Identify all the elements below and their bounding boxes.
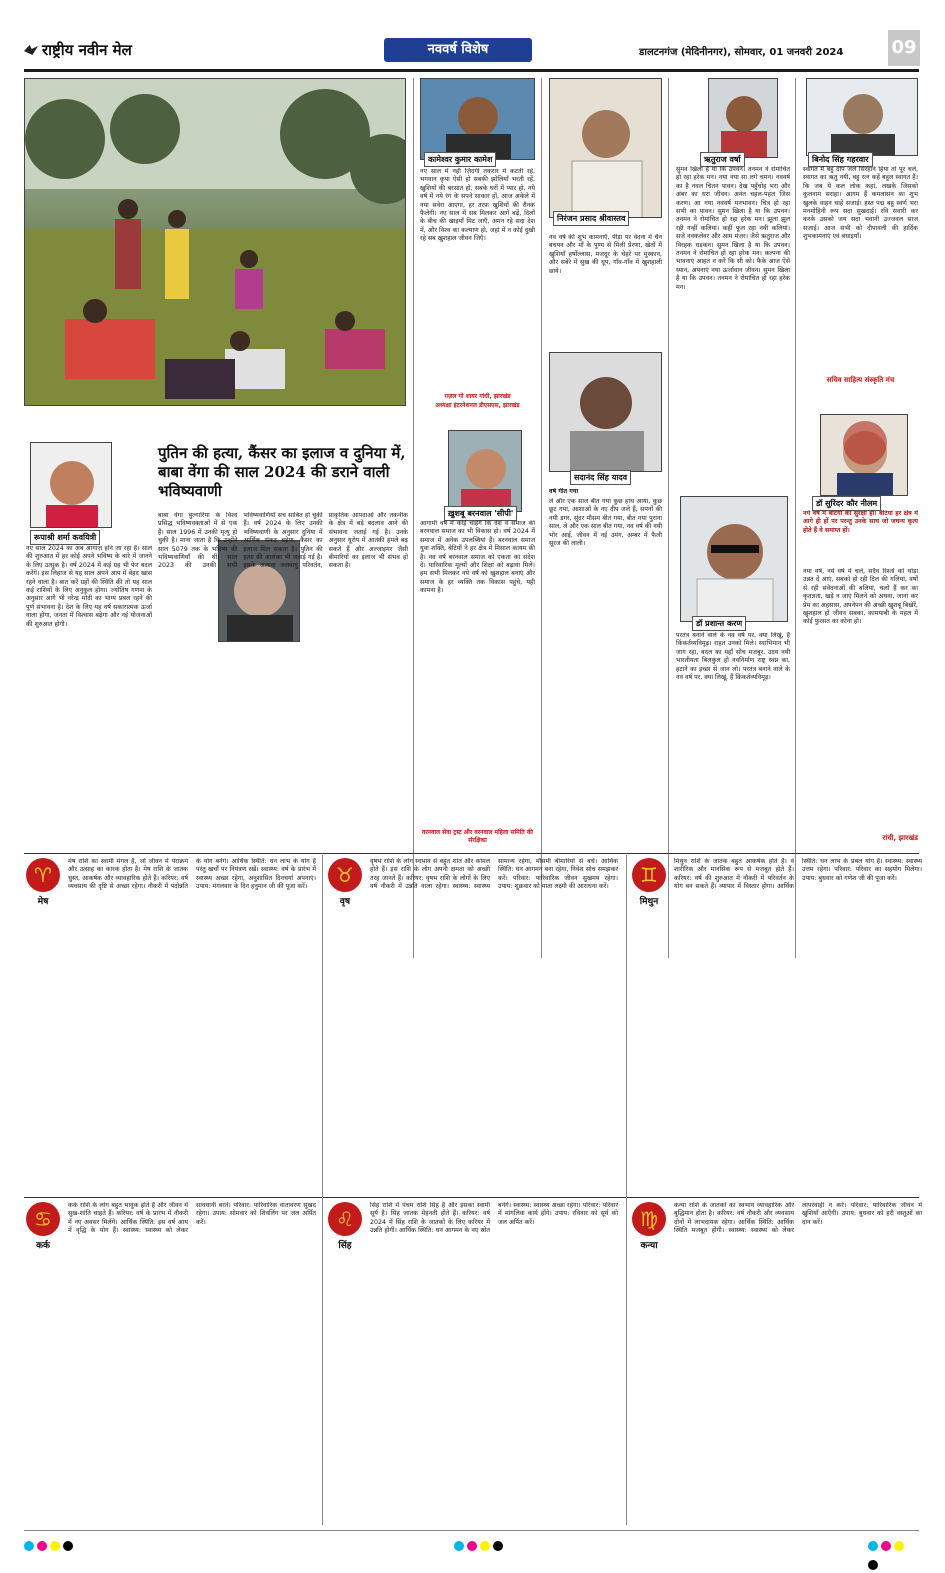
rashi-block bbox=[24, 858, 316, 1186]
footer-colors-right bbox=[868, 1536, 919, 1573]
color-swatch bbox=[24, 1541, 34, 1551]
masthead: राष्ट्रीय नवीन मेल bbox=[24, 40, 132, 60]
vanga-article: बाबा वेंगा बुल्गारिया के विश्व प्रसिद्ध भविष्यवक्ताओं में से एक हैं। साल 1996 में उनकी मृत्यु हो चुकी है। माना जाता है कि उन्होंने साल 5079 तक के भविष्य की भविष्यवाणियाँ की थीं। साल 2023 की उनकी सभी भविष्यवाणियाँ सच साबित हो चुकी हैं। वर्ष 2024 के लिए उनकी भविष्यवाणी के अनुसार दुनिया में आर्थिक संकट बढ़ेगा, कैंसर का इलाज मिल सकता है। पुतिन की हत्या की आशंका भी जताई गई है। इसके अलावा जलवायु परिवर्तन, प्राकृतिक आपदाओं और तकनीक के क्षेत्र में बड़े बदलाव आने की संभावना जताई गई है। उनके अनुसार यूरोप में आतंकी हमले बढ़ सकते हैं और अल्जाइमर जैसी बीमारियों का इलाज भी संभव हो सकता है। bbox=[158, 512, 408, 570]
ranchi-credit: रांची, झारखंड bbox=[882, 834, 918, 842]
rashi-name: मेष bbox=[37, 897, 49, 907]
sadanand-label: वर्ष गीत गया bbox=[549, 488, 579, 495]
rashi-text: सिंह राशि में पंचम राशि सिंह है और इसका स्वामी सूर्य है। सिंह जातक मेहनती होते हैं। करियर: वर्ष 2024 में सिंह राशि के जातकों के लिए करियर में उन्नति होगी। आर्थिक स्थिति: धन आगमन के नए स्रोत बनेंगे। स्वास्थ्य: स्वास्थ्य अच्छा रहेगा। परिवार: परिवार में मांगलिक कार्य होंगे। उपाय: रविवार को सूर्य को जल अर्पित करें। bbox=[370, 1202, 618, 1235]
color-swatch bbox=[881, 1541, 891, 1551]
rashi-text: मिथुन राशि के जातक बहुत आकर्षक होते हैं। वे शारीरिक और मानसिक रूप से मजबूत होते हैं। करियर: वर्ष की शुरुआत में नौकरी में परिवर्तन के योग बन सकते हैं। व्यापार में विस्तार होगा। आर्थिक स्थिति: धन लाभ के प्रबल योग हैं। स्वास्थ्य: स्वास्थ्य उत्तम रहेगा। परिवार: परिवार का सहयोग मिलेगा। उपाय: बुधवार को गणेश जी की पूजा करें। bbox=[674, 858, 922, 891]
rashi-block bbox=[630, 858, 922, 1186]
rashi-block bbox=[24, 1202, 316, 1530]
rashi-icon: ♌ bbox=[328, 1202, 362, 1236]
color-swatch bbox=[63, 1541, 73, 1551]
rashi-text: कर्क राशि के लोग बहुत भावुक होते हैं और जीवन में सुख-शांति चाहते हैं। करियर: वर्ष के प्रारंभ में नौकरी में नए अवसर मिलेंगे। आर्थिक स्थिति: इस वर्ष आय में वृद्धि के योग हैं। स्वास्थ्य: स्वास्थ्य को लेकर सावधानी बरतें। परिवार: पारिवारिक वातावरण सुखद रहेगा। उपाय: सोमवार को शिवलिंग पर जल अर्पित करें। bbox=[68, 1202, 316, 1235]
rashi-icon: ♊ bbox=[632, 858, 666, 892]
sadanand-caption: सदानंद सिंह यादव bbox=[570, 470, 631, 485]
surinder-photo bbox=[820, 414, 908, 496]
prashant-photo bbox=[680, 496, 788, 622]
khushboo-photo bbox=[448, 430, 522, 512]
niranjan-poem: नव वर्ष की शुभ कामनाएँ, पीड़ा पर वेदना में चैन बचपन और माँ के पुण्य से मिली प्रेरणा, खेतों में खुशियाँ हर्षोल्लास, मजदूर के चेहरे पर मुस्कान, और सबेरे में सुख की धूप, गाँव-गाँव में खुशहाली छाये। bbox=[549, 234, 662, 275]
gazal-credit-2: अध्यक्षा इंटरनेशनल डीएसएस, झारखंड bbox=[435, 402, 520, 409]
rupashree-photo bbox=[30, 442, 112, 528]
prashant-poem: परतंत्र बनाने वाले के नव वर्ष पर, क्या लिखूं, हैं किंकर्तव्यविमूढ़। राहत उनको मिले। स्वाभिमान भी जाग रहा, बदल का यहाँ सोच मजबूर, उदय नयी भारतीयता बिलकुल हो नवनिर्माण राष्ट्र स्वप्न का, हटाने का इच्छा से जान लो। परतंत्र बनाने वाले के नव वर्ष पर, क्या लिखूं, हैं किंकर्तव्यविमूढ़। bbox=[676, 632, 790, 682]
rituraj-photo bbox=[708, 78, 778, 158]
footer-colors-mid bbox=[454, 1536, 506, 1555]
barnwal-credit: वरनवाल सेवा ट्रस्ट और वरनवाल महिला समिति की संरक्षिका bbox=[422, 829, 533, 844]
rashi-text: कन्या राशि के जातकों का स्वभाव व्यावहारिक और बुद्धिमान होता है। करियर: वर्ष नौकरी और व्यवसाय दोनों में लाभदायक रहेगा। आर्थिक स्थिति: आर्थिक स्थिति मजबूत होगी। स्वास्थ्य: स्वास्थ्य को लेकर लापरवाही न करें। परिवार: पारिवारिक जीवन में खुशियाँ आएँगी। उपाय: बुधवार को हरी वस्तुओं का दान करें। bbox=[674, 1202, 922, 1235]
rituraj-poem: सुमन खिला है या कि उपवन। तनमन ने रोमांचित हो रहा हरेक मन। नया नया सा लगे चमन। नववर्ष का है नवल चितन पावन। देख पहुँचोह भरा और अंबर का धरा जीवन। अनंत चहल-पहल जिस करण। आ गया नववर्ष मनभावन। चित्र हो रहा सभी का पावन। सुमन खिला है या कि उपवन। तनमन ने रोमांचित हो रहा हरेक मन। झूला झूल रही नन्हीं कलियां। कहीं फूल रहा नयी कलियां। सजे नवकलेवर और आम मंजर। जैसे ऋतुराज और विरहक धड़कन। सुमन खिला है या कि उपवन। तनमन ने रोमांचित हो रहा हरेक मन। कल्पना की भावनाएं आहत न करें कि सी को। फैके आज ऐसे ध्यान, अपनाएं नया ऊर्जावान जीवन। सुमन खिला है या कि उपवन। तनमन ने रोमांचित हो रहा हरेक मन। bbox=[676, 166, 790, 291]
rupashree-article: नए साल 2024 का अब आगाज़ होने जा रहा है। साल की शुरुआत में हर कोई अपने भविष्य के बारे में जानने के लिए उत्सुक है। वर्ष 2024 में कई ग्रह भी फेर बदल करेंगे। इस लिहाज से यह साल अपने आप में बेहद खास रहने वाला है। बात करें ग्रहों की स्थिति की तो यह साल कई राशियों के लिए अनुकूल होगा। ज्योतिष गणना के अनुसार आगे भी नरेन्द्र मोदी का भाग्य प्रबल रहने की पूर्ण संभावना है। देश के लिए यह वर्ष सकारात्मक ऊर्जा वाला होगा, जनता में विश्वास बढ़ेगा और नई योजनाओं की शुरुआत होगी। bbox=[26, 545, 152, 628]
color-swatch bbox=[480, 1541, 490, 1551]
color-swatch bbox=[868, 1541, 878, 1551]
sadanand-photo bbox=[549, 352, 662, 472]
kameshwar-poem: नए साल में नहीं ज़िंदगी तकरार में कटती रहे, भगवान कृपा ऐसी हो सबकी झोलियाँ भरती रहें, खुशियों की बरसात हो, सबके घरों में प्यार हो, नये वर्ष में नये रंग के सपने साकार हों, आज अकेले में नया सवेरा आएगा, हर तरफ़ खुशियों की रौनक फैलेगी। नए साल में सब मिलकर आगे बढ़ें, दिलों के बीच की खाइयाँ मिट जाएँ, अमन रहे सदा देश में, और विश्व का कल्याण हो, जहां में न कोई दुखी रहे सब ख़ुशहाल जीवन जिएँ। bbox=[420, 168, 535, 243]
rashi-name: सिंह bbox=[338, 1241, 352, 1251]
vinod-photo bbox=[806, 78, 918, 156]
color-swatch bbox=[50, 1541, 60, 1551]
rashi-name: मिथुन bbox=[639, 897, 659, 907]
color-swatch bbox=[868, 1560, 878, 1570]
niranjan-photo bbox=[549, 78, 662, 218]
section-badge: नववर्ष विशेष bbox=[384, 38, 532, 62]
footer-strip bbox=[24, 1530, 919, 1550]
rashi-text: मेष राशि का स्वामी मंगल है, जो जीवन में पराक्रम और उत्साह का कारक होता है। मेष राशि के जातक चुस्त, आकर्षक और व्यावहारिक होते हैं। करियर: वर्ष व्यवसाय की दृष्टि से अच्छा रहेगा। नौकरी में पदोन्नति के योग बनेंगे। आर्थिक स्थिति: धन लाभ के योग हैं परंतु खर्चों पर नियंत्रण रखें। स्वास्थ्य: वर्ष के प्रारंभ में स्वास्थ्य अच्छा रहेगा, अनुशासित दिनचर्या अपनाएं। उपाय: मंगलवार के दिन हनुमान जी की पूजा करें। bbox=[68, 858, 316, 891]
rupashree-caption: रूपाश्री शर्मा कवयित्री bbox=[30, 530, 100, 545]
vinod-poem: स्वागत में बहु दीप जले सिरहाने हिया तो पूर चले, स्वागत का ऋतु नयी, बहु रत्न कहें बहुल स्वागत हैं। कि जब ये कल लोक कहां, लखके जिसको कुलनाम सराहा। आगम हैं कमलासन का शुभ खुलके वाहन चाहें सजाई। हस्त पद्म बहु स्वर्ण भरा मनमोहिनी रूप सदा सुखदाई। रवि सवारी कर करके उसको जय सदा भवानी उज्जवल साज सजाई। आज सभी को दीपावली की हार्दिक शुभकामनाएं एवं बधाइयाँ। bbox=[803, 166, 918, 241]
color-swatch bbox=[894, 1541, 904, 1551]
niranjan-caption: निरंजन प्रसाद श्रीवास्तव bbox=[553, 211, 629, 226]
page-number: 09 bbox=[888, 30, 920, 66]
rashi-name: कन्या bbox=[640, 1241, 658, 1251]
rashi-name: वृष bbox=[339, 897, 351, 907]
surinder-note: नये वर्ष में बेटियों की सुरक्षा हो। बेटियां हर क्षेत्र में आगे ही हों पर परन्तु उनके साथ जो जघन्य कृत्य होते हैं वे समाप्त हों। bbox=[803, 510, 918, 534]
gazal-credit: ग़ज़ल गो शायर गांधी, झारखंड bbox=[444, 393, 511, 400]
rashi-icon: ♈ bbox=[26, 858, 60, 892]
color-swatch bbox=[493, 1541, 503, 1551]
rashi-name: कर्क bbox=[36, 1241, 50, 1251]
kameshwar-photo bbox=[420, 78, 535, 160]
prashant-caption: डॉ प्रशान्त करण bbox=[692, 616, 746, 631]
park-photo-art bbox=[25, 79, 406, 406]
rashi-icon: ♋ bbox=[26, 1202, 60, 1236]
vanga-headline: पुतिन की हत्या, कैंसर का इलाज व दुनिया में, बाबा वेंगा की साल 2024 की डराने वाली भविष्यवाणी bbox=[158, 444, 406, 500]
rashi-block bbox=[630, 1202, 922, 1530]
khushboo-article: आगामी वर्ष में कोई चाहेंगे कि देश व समाज की बरनवाल समाज का भी विकास हो। वर्ष 2024 में समाज में अनेक उपलब्धियां हैं। बरनवाल समाज युवा शक्ति, बेटियों ने हर क्षेत्र में मिसाल कायम की है। नव वर्ष बरनवाल समाज को एकता का संदेश दे। पारिवारिक मूल्यों और शिक्षा को बढ़ावा मिले। हम सभी मिलकर नये वर्ष को खुशहाल बनाएं और समाज के हर व्यक्ति तक विकास पहुंचे, यही कामना है। bbox=[420, 520, 535, 595]
rashi-icon: ♍ bbox=[632, 1202, 666, 1236]
color-swatch bbox=[37, 1541, 47, 1551]
surinder-caption: डॉ सुरिंदर कौर नीलम bbox=[812, 496, 881, 511]
page-header bbox=[24, 34, 919, 72]
rashi-text: वृषभ राशि के लोग स्वभाव से बहुत शांत और कोमल होते हैं। इस राशि के लोग अपनी क्षमता को अच्छी तरह जानते हैं। करियर: वृषभ राशि के लोगों के लिए वर्ष नौकरी में उन्नति वाला रहेगा। स्वास्थ्य: स्वास्थ्य सामान्य रहेगा, मौसमी बीमारियों से बचें। आर्थिक स्थिति: धन आगमन बना रहेगा, निवेश सोच समझकर करें। परिवार: पारिवारिक जीवन सुखमय रहेगा। उपाय: शुक्रवार को माता लक्ष्मी की आराधना करें। bbox=[370, 858, 618, 891]
rashi-block bbox=[326, 1202, 618, 1530]
vinod-caption: बिनोद सिंह गहरवार bbox=[808, 152, 873, 167]
surinder-poem: नया वर्ष, नये वर्ष में चलें, सदैव रिश्तों को थोड़ा उन्नत दें आएं, सबको हो रही दिल की गलियां, वर्षों से रही संवेदनाओं की बलियां, चलो हैं कर का कृतज्ञता, खड़े न जाएं मिलने को अथवा, जाना कर प्रेम का अहसास, अपनेपन की अच्छी खुशबू बिखेरें, खुशहाल हो जीवन सबका, कामयाबी के महल में कोई फुरसत का कोना हो। bbox=[803, 568, 918, 626]
rituraj-caption: ऋतुराज वर्षा bbox=[700, 152, 745, 167]
kameshwar-caption: कामेश्वर कुमार कामेश bbox=[424, 152, 496, 167]
color-swatch bbox=[454, 1541, 464, 1551]
color-swatch bbox=[467, 1541, 477, 1551]
rashi-icon: ♉ bbox=[328, 858, 362, 892]
khushboo-caption: ख़ुशबू बरनवाल 'सीपी' bbox=[444, 506, 517, 521]
sadanand-poem: ले और एक साल बीत गया कुछ हाथ आया, कुछ छूट गया, आशाओं के नए दीप जले हैं, सपनों की नयी डगर, सुंदर मौसम बीत गया, बीत गया पुराना साल, ले और एक साल बीत गया, नव वर्ष की नयी भोर आई, जीवन में नई उमंग, अम्बर में फैली सूरज की लाली। bbox=[549, 498, 662, 548]
park-photo bbox=[24, 78, 406, 406]
rashi-block bbox=[326, 858, 618, 1186]
sahitya-credit: सचिव साहित्य संस्कृति मंच bbox=[826, 376, 895, 384]
dateline: डालटनगंज (मेदिनीनगर), सोमवार, 01 जनवरी 2024 bbox=[639, 47, 844, 58]
footer-colors-left bbox=[24, 1536, 76, 1555]
